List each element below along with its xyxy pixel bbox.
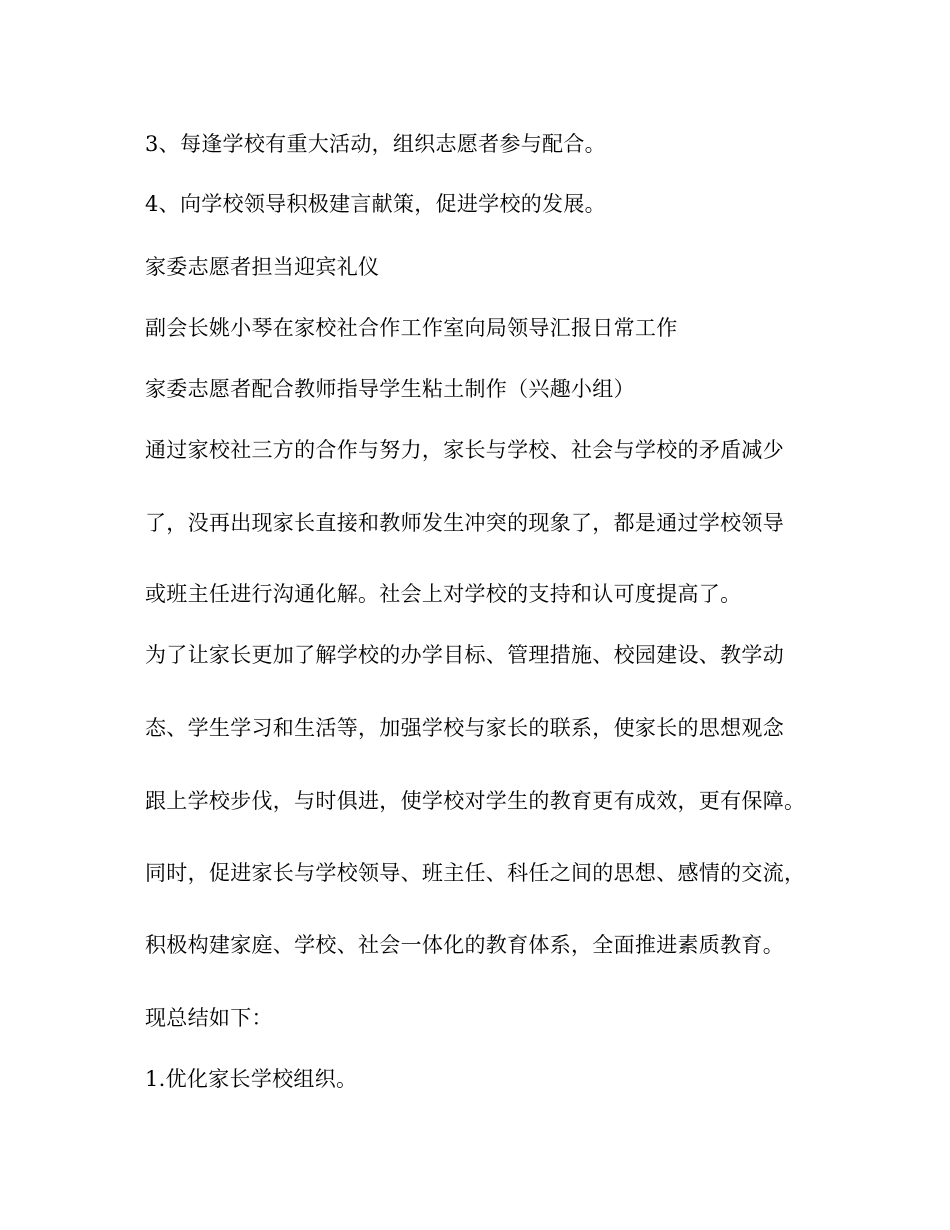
photo-caption-report: 副会长姚小琴在家校社合作工作室向局领导汇报日常工作 bbox=[145, 316, 678, 340]
summary-intro: 现总结如下： bbox=[145, 1006, 273, 1030]
paragraph-line: 通过家校社三方的合作与努力，家长与学校、社会与学校的矛盾减少 bbox=[145, 438, 784, 462]
paragraph-line: 态、学生学习和生活等，加强学校与家长的联系，使家长的思想观念 bbox=[145, 716, 784, 740]
paragraph-line: 积极构建家庭、学校、社会一体化的教育体系，全面推进素质教育。 bbox=[145, 933, 784, 957]
section-heading: 1.优化家长学校组织。 bbox=[145, 1067, 358, 1091]
photo-caption-welcome: 家委志愿者担当迎宾礼仪 bbox=[145, 255, 380, 279]
list-item-3: 3、每逢学校有重大活动，组织志愿者参与配合。 bbox=[145, 132, 606, 156]
list-item-4: 4、向学校领导积极建言献策，促进学校的发展。 bbox=[145, 192, 606, 216]
paragraph-line: 或班主任进行沟通化解。社会上对学校的支持和认可度提高了。 bbox=[145, 582, 742, 606]
paragraph-line: 了，没再出现家长直接和教师发生冲突的现象了，都是通过学校领导 bbox=[145, 511, 784, 535]
paragraph-line: 同时，促进家长与学校领导、班主任、科任之间的思想、感情的交流， bbox=[145, 861, 806, 885]
photo-caption-clay: 家委志愿者配合教师指导学生粘土制作（兴趣小组） bbox=[145, 377, 635, 401]
paragraph-line: 为了让家长更加了解学校的办学目标、管理措施、校园建设、教学动 bbox=[145, 643, 784, 667]
paragraph-line: 跟上学校步伐，与时俱进，使学校对学生的教育更有成效，更有保障。 bbox=[145, 789, 806, 813]
